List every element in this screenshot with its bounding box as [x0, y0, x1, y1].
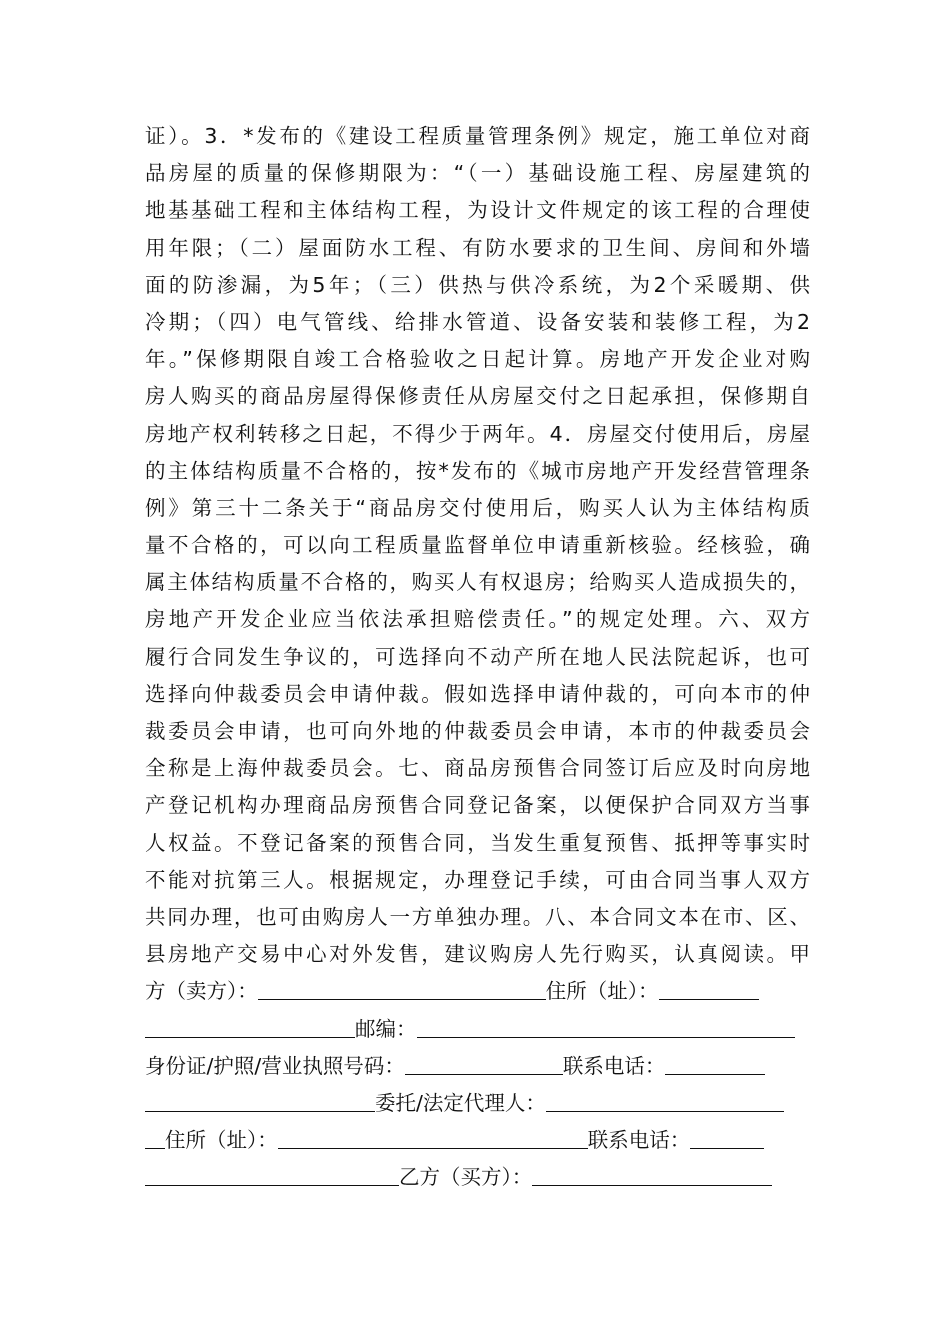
seller-address-blank-cont[interactable] [145, 1013, 355, 1038]
form-line-postcode [145, 1011, 810, 1048]
seller-label: 方（卖方）： [145, 979, 258, 1004]
paragraph-line: 人权益。不登记备案的预售合同，当发生重复预售、抵押等事实时 [145, 830, 810, 855]
paragraph-line: 共同办理，也可由购房人一方单独办理。八、本合同文本在市、区、 [145, 904, 810, 929]
paragraph-line: 县房地产交易中心对外发售，建议购房人先行购买，认真阅读。甲 [145, 942, 810, 967]
buyer-label: 乙方（买方）： [399, 1165, 533, 1190]
agent-phone-blank[interactable] [690, 1124, 764, 1149]
seller-address-label: 住所（址）： [545, 979, 659, 1004]
paragraph-line: 用年限；（二）屋面防水工程、有防水要求的卫生间、房间和外墙 [145, 235, 810, 260]
paragraph-line: 证）。3．*发布的《建设工程质量管理条例》规定，施工单位对商 [145, 124, 810, 148]
form-line-seller [145, 973, 810, 1010]
paragraph-line: 不能对抗第三人。根据规定，办理登记手续，可由合同当事人双方 [145, 867, 810, 892]
agent-phone-label: 联系电话： [587, 1128, 691, 1153]
paragraph-line: 房人购买的商品房屋得保修责任从房屋交付之日起承担，保修期自 [145, 384, 810, 409]
agent-phone-blank-cont[interactable] [145, 1161, 399, 1186]
buyer-name-blank[interactable] [532, 1161, 772, 1186]
agent-blank[interactable] [546, 1087, 784, 1112]
paragraph-line: 品房屋的质量的保修期限为：“（一）基础设施工程、房屋建筑的 [145, 161, 810, 186]
id-number-blank[interactable] [405, 1050, 563, 1075]
seller-address-blank[interactable] [659, 975, 759, 1000]
phone-blank-cont[interactable] [145, 1087, 375, 1112]
phone-label: 联系电话： [562, 1053, 666, 1078]
postcode-blank[interactable] [417, 1013, 795, 1038]
agent-address-label: 住所（址）： [165, 1128, 278, 1153]
paragraph-line: 属主体结构质量不合格的，购买人有权退房；给购买人造成损失的， [145, 570, 810, 595]
paragraph-line: 选择向仲裁委员会申请仲裁。假如选择申请仲裁的，可向本市的仲 [145, 681, 810, 706]
form-line-agent [145, 1085, 810, 1122]
seller-name-blank[interactable] [258, 975, 546, 1000]
postcode-label: 邮编： [355, 1016, 417, 1041]
phone-blank[interactable] [665, 1050, 765, 1075]
paragraph-line: 年。”保修期限自竣工合格验收之日起计算。房地产开发企业对购 [145, 347, 810, 372]
form-line-id [145, 1048, 810, 1085]
paragraph-line: 产登记机构办理商品房预售合同登记备案，以便保护合同双方当事 [145, 793, 810, 818]
form-line-agent-address [145, 1122, 810, 1159]
paragraph-line: 裁委员会申请，也可向外地的仲裁委员会申请，本市的仲裁委员会 [145, 719, 810, 743]
paragraph-line: 房地产权利转移之日起，不得少于两年。4．房屋交付使用后，房屋 [145, 421, 810, 446]
paragraph-line: 的主体结构质量不合格的，按*发布的《城市房地产开发经营管理条 [145, 458, 810, 483]
agent-blank-cont[interactable] [145, 1124, 165, 1149]
agent-address-blank[interactable] [278, 1124, 588, 1149]
paragraph-line: 房地产开发企业应当依法承担赔偿责任。”的规定处理。六、双方 [145, 607, 810, 632]
paragraph-line: 量不合格的，可以向工程质量监督单位申请重新核验。经核验，确 [145, 533, 810, 558]
paragraph-line: 例》第三十二条关于“商品房交付使用后，购买人认为主体结构质 [145, 495, 810, 520]
agent-label: 委托/法定代理人： [375, 1090, 546, 1115]
form-line-buyer [145, 1159, 810, 1196]
paragraph-line: 地基基础工程和主体结构工程，为设计文件规定的该工程的合理使 [145, 198, 810, 223]
id-number-label: 身份证/护照/营业执照号码： [145, 1053, 405, 1078]
paragraph-line: 全称是上海仲裁委员会。七、商品房预售合同签订后应及时向房地 [145, 756, 810, 781]
paragraph-line: 履行合同发生争议的，可选择向不动产所在地人民法院起诉，也可 [145, 644, 810, 669]
contract-body [145, 118, 810, 1196]
paragraph-line: 面的防渗漏，为5年；（三）供热与供冷系统，为2个采暖期、供 [145, 272, 810, 297]
paragraph-line: 冷期；（四）电气管线、给排水管道、设备安装和装修工程，为2 [145, 309, 810, 334]
